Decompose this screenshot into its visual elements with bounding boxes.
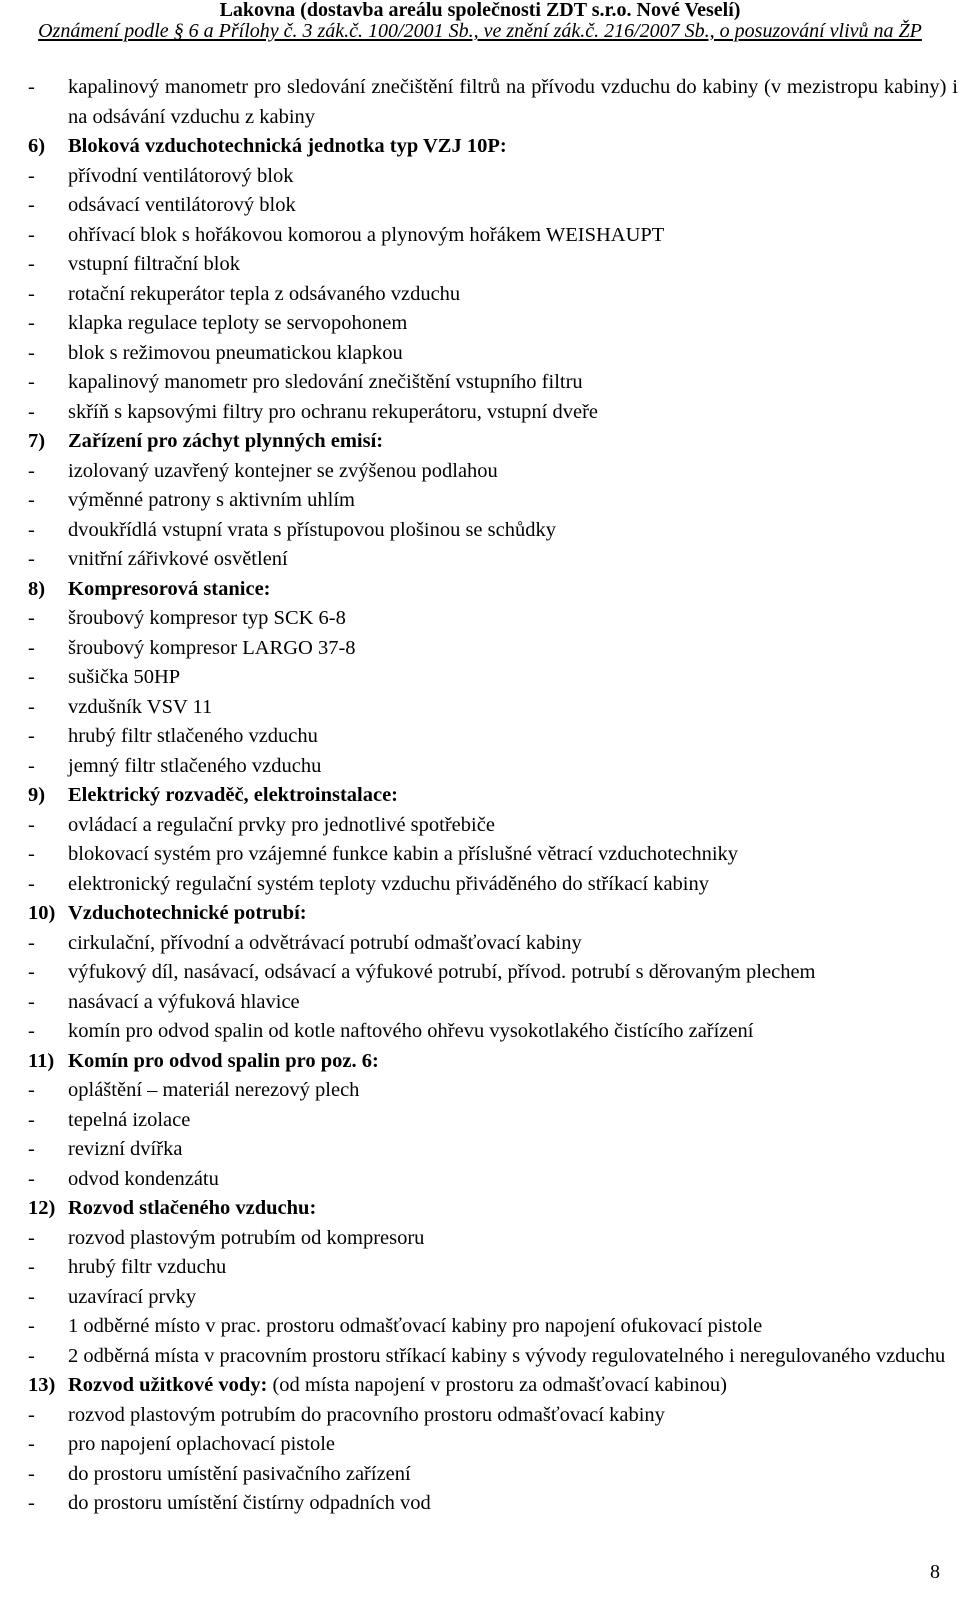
bullet-dash: - [28,1108,35,1131]
list-item [28,457,958,487]
section-number: 7) [28,430,46,452]
list-item-text: elektronický regulační systém teploty vzduchu přiváděného do stříkací kabiny [68,872,710,895]
bullet-dash: - [28,253,35,275]
list-item-text: vnitřní zářivkové osvětlení [68,548,288,570]
section-title-bold: Zařízení pro záchyt plynných emisí: [68,430,384,452]
list-item-text: opláštění – materiál nerezový plech [68,1079,360,1101]
list-item-text: hrubý filtr vzduchu [68,1256,227,1278]
section-title-bold: Elektrický rozvaděč, elektroinstalace: [68,784,399,806]
section-title-note: (od místa napojení v prostoru za odmašťovací kabinou) [267,1374,727,1396]
bullet-dash: - [28,1462,35,1485]
document-body [28,73,958,1519]
list-item-text: šroubový kompresor typ SCK 6-8 [68,607,346,629]
bullet-dash: - [28,1138,35,1160]
section-heading [28,1371,958,1401]
bullet-dash: - [28,1344,35,1367]
list-item [28,929,958,959]
list-item [28,516,958,546]
bullet-dash: - [28,725,35,747]
list-item [28,1076,958,1106]
bullet-dash: - [28,872,35,895]
list-item-text: výfukový díl, nasávací, odsávací a výfukové potrubí, přívod. potrubí s děrovaným plechem [68,961,816,983]
section-title-bold: Rozvod stlačeného vzduchu: [68,1197,317,1219]
bullet-dash: - [28,1020,35,1042]
section-title-bold: Vzduchotechnické potrubí: [68,902,307,924]
list-item [28,162,958,192]
list-item-text: kapalinový manometr pro sledování znečištění filtrů na přívodu vzduchu do kabiny (v mezistropu kabiny) i na odsávání vzduchu z kabiny [68,76,958,128]
list-item-text: vstupní filtrační blok [68,253,240,275]
list-item [28,988,958,1018]
section-heading [28,899,958,929]
section-number: 9) [28,784,46,806]
list-item-text: ohřívací blok s hořákovou komorou a plynovým hořákem WEISHAUPT [68,223,665,246]
list-item-text: uzavírací prvky [68,1285,197,1308]
list-item-text: klapka regulace teploty se servopohonem [68,312,408,334]
list-item-text: vzdušník VSV 11 [68,695,213,718]
bullet-dash: - [28,518,35,541]
list-item [28,1224,958,1254]
section-title [68,132,958,162]
list-item [28,1460,958,1490]
bullet-dash: - [28,400,35,423]
list-item [28,840,958,870]
bullet-dash: - [28,961,35,983]
list-item [28,73,958,132]
section-number: 13) [28,1374,56,1396]
bullet-dash: - [28,666,35,688]
bullet-dash: - [28,754,35,777]
list-item [28,604,958,634]
bullet-dash: - [28,1403,35,1426]
list-item [28,634,958,664]
list-item-text: rotační rekuperátor tepla z odsávaného vzduchu [68,282,461,305]
bullet-dash: - [28,282,35,305]
section-title [68,1194,958,1224]
list-item-text: šroubový kompresor LARGO 37-8 [68,636,356,659]
list-item-text: jemný filtr stlačeného vzduchu [68,754,322,777]
list-item [28,752,958,782]
bullet-dash: - [28,813,35,836]
section-title [68,899,958,929]
list-item [28,191,958,221]
bullet-dash: - [28,1256,35,1278]
list-item [28,1017,958,1047]
section-heading [28,781,958,811]
bullet-dash: - [28,1433,35,1455]
section-title-bold: Rozvod užitkové vody: [68,1374,268,1396]
list-item [28,1430,958,1460]
section-heading [28,1194,958,1224]
section-number: 10) [28,902,56,924]
list-item [28,1489,958,1519]
list-item [28,663,958,693]
list-item [28,722,958,752]
list-item [28,1342,958,1372]
list-item [28,1106,958,1136]
list-item [28,1401,958,1431]
list-item-text: nasávací a výfuková hlavice [68,990,300,1013]
bullet-dash: - [28,371,35,393]
list-item [28,309,958,339]
list-item-text: izolovaný uzavřený kontejner se zvýšenou podlahou [68,459,498,482]
list-item-text: 1 odběrné místo v prac. prostoru odmašťovací kabiny pro napojení ofukovací pistole [68,1315,763,1337]
list-item [28,870,958,900]
section-heading [28,1047,958,1077]
section-number: 12) [28,1197,56,1219]
section-heading [28,575,958,605]
section-number: 6) [28,135,46,157]
list-item-text: blok s režimovou pneumatickou klapkou [68,341,403,364]
list-item-text: do prostoru umístění pasivačního zařízení [68,1462,411,1485]
bullet-dash: - [28,76,35,98]
list-item [28,280,958,310]
list-item [28,693,958,723]
list-item-text: odvod kondenzátu [68,1167,219,1190]
section-title-bold: Komín pro odvod spalin pro poz. 6: [68,1049,379,1072]
header-title: Lakovna (dostavba areálu společnosti ZDT s.r.o. Nové Veselí) [219,0,741,21]
list-item [28,958,958,988]
list-item-text: ovládací a regulační prvky pro jednotlivé spotřebiče [68,813,495,836]
bullet-dash: - [28,194,35,216]
list-item-text: tepelná izolace [68,1108,191,1131]
page-number: 8 [930,1561,940,1583]
bullet-dash: - [28,1285,35,1308]
page-header [0,0,960,42]
list-item-text: kapalinový manometr pro sledování znečištění vstupního filtru [68,371,583,393]
list-item-text: odsávací ventilátorový blok [68,194,296,216]
list-item [28,221,958,251]
section-heading [28,132,958,162]
list-item-text: 2 odběrná místa v pracovním prostoru stříkací kabiny s vývody regulovatelného i neregulovaného vzduchu [68,1344,946,1367]
list-item [28,545,958,575]
section-title-bold: Kompresorová stanice: [68,577,271,600]
bullet-dash: - [28,931,35,954]
section-number: 11) [28,1049,55,1072]
bullet-dash: - [28,695,35,718]
header-subtitle: Oznámení podle § 6 a Přílohy č. 3 zák.č. 100/2001 Sb., ve znění zák.č. 216/2007 Sb., o posuzování vlivů na ŽP [38,20,922,42]
list-item-text: hrubý filtr stlačeného vzduchu [68,725,318,747]
list-item-text: skříň s kapsovými filtry pro ochranu rekuperátoru, vstupní dveře [68,400,599,423]
section-title [68,1047,958,1077]
section-title [68,1371,958,1401]
list-item-text: pro napojení oplachovací pistole [68,1433,335,1455]
list-item [28,811,958,841]
bullet-dash: - [28,1167,35,1190]
list-item [28,398,958,428]
list-item [28,486,958,516]
list-item-text: dvoukřídlá vstupní vrata s přístupovou plošinou se schůdky [68,518,556,541]
list-item [28,1253,958,1283]
list-item [28,368,958,398]
list-item-text: rozvod plastovým potrubím od kompresoru [68,1226,425,1249]
list-item-text: do prostoru umístění čistírny odpadních vod [68,1492,431,1514]
bullet-dash: - [28,843,35,865]
bullet-dash: - [28,607,35,629]
bullet-dash: - [28,636,35,659]
section-title [68,575,958,605]
bullet-dash: - [28,341,35,364]
bullet-dash: - [28,223,35,246]
list-item-text: komín pro odvod spalin od kotle naftového ohřevu vysokotlakého čistícího zařízení [68,1020,754,1042]
bullet-dash: - [28,312,35,334]
list-item [28,250,958,280]
list-item [28,1312,958,1342]
bullet-dash: - [28,990,35,1013]
section-title [68,427,958,457]
list-item-text: sušička 50HP [68,666,181,688]
bullet-dash: - [28,1226,35,1249]
list-item [28,1165,958,1195]
section-title-bold: Bloková vzduchotechnická jednotka typ VZJ 10P: [68,135,507,157]
bullet-dash: - [28,489,35,511]
section-title [68,781,958,811]
list-item [28,1135,958,1165]
section-heading [28,427,958,457]
list-item [28,339,958,369]
bullet-dash: - [28,1315,35,1337]
list-item-text: přívodní ventilátorový blok [68,164,294,187]
list-item-text: výměnné patrony s aktivním uhlím [68,489,355,511]
list-item-text: blokovací systém pro vzájemné funkce kabin a příslušné větrací vzduchotechniky [68,843,739,865]
list-item-text: rozvod plastovým potrubím do pracovního prostoru odmašťovací kabiny [68,1403,665,1426]
bullet-dash: - [28,1079,35,1101]
list-item [28,1283,958,1313]
bullet-dash: - [28,1492,35,1514]
bullet-dash: - [28,164,35,187]
bullet-dash: - [28,459,35,482]
list-item-text: cirkulační, přívodní a odvětrávací potrubí odmašťovací kabiny [68,931,582,954]
bullet-dash: - [28,548,35,570]
list-item-text: revizní dvířka [68,1138,183,1160]
section-number: 8) [28,577,46,600]
